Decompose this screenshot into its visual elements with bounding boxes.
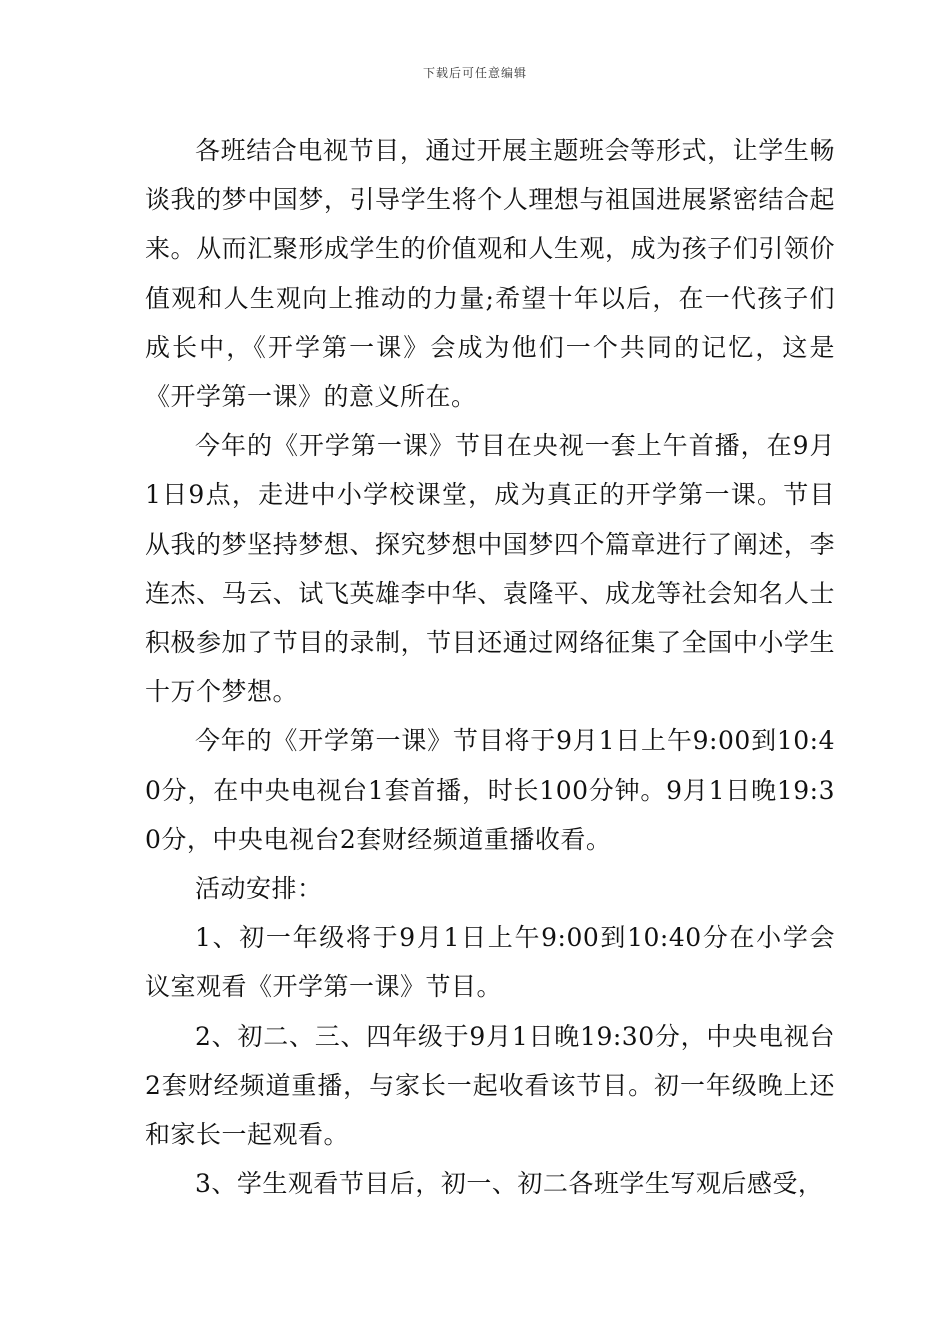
paragraph-broadcast-schedule: 今年的《开学第一课》节目将于9月1日上午9:00到10:40分，在中央电视台1套首播，时长100分钟。9月1日晚19:30分，中央电视台2套财经频道重播收看。 [145, 726, 835, 854]
paragraph-program-intro: 今年的《开学第一课》节目在央视一套上午首播，在9月1日9点，走进中小学校课堂，成为真正的开学第一课。节目从我的梦坚持梦想、探究梦想中国梦四个篇章进行了阐述，李连杰、马云、试飞英雄李中华、袁隆平、成龙等社会知名人士积极参加了节目的录制，节目还通过网络征集了全国中小学生十万个梦想。 [145, 431, 835, 707]
header-note: 下载后可任意编辑 [422, 66, 527, 80]
paragraph-class-meeting: 各班结合电视节目，通过开展主题班会等形式，让学生畅谈我的梦中国梦，引导学生将个人理想与祖国进展紧密结合起来。从而汇聚形成学生的价值观和人生观，成为孩子们引领价值观和人生观向上推动的力量;希望十年以后，在一代孩子们成长中，《开学第一课》会成为他们一个共同的记忆，这是《开学第一课》的意义所在。 [145, 136, 835, 412]
paragraph-activity-3: 3、学生观看节目后，初一、初二各班学生写观后感受， [195, 1169, 824, 1199]
paragraph-activity-heading: 活动安排： [195, 874, 323, 904]
paragraph-activity-2: 2、初二、三、四年级于9月1日晚19:30分，中央电视台2套财经频道重播，与家长一起收看该节目。初一年级晚上还和家长一起观看。 [145, 1021, 835, 1150]
document-body [145, 126, 835, 1208]
paragraph-activity-1: 1、初一年级将于9月1日上午9:00到10:40分在小学会议室观看《开学第一课》节目。 [145, 923, 835, 1002]
